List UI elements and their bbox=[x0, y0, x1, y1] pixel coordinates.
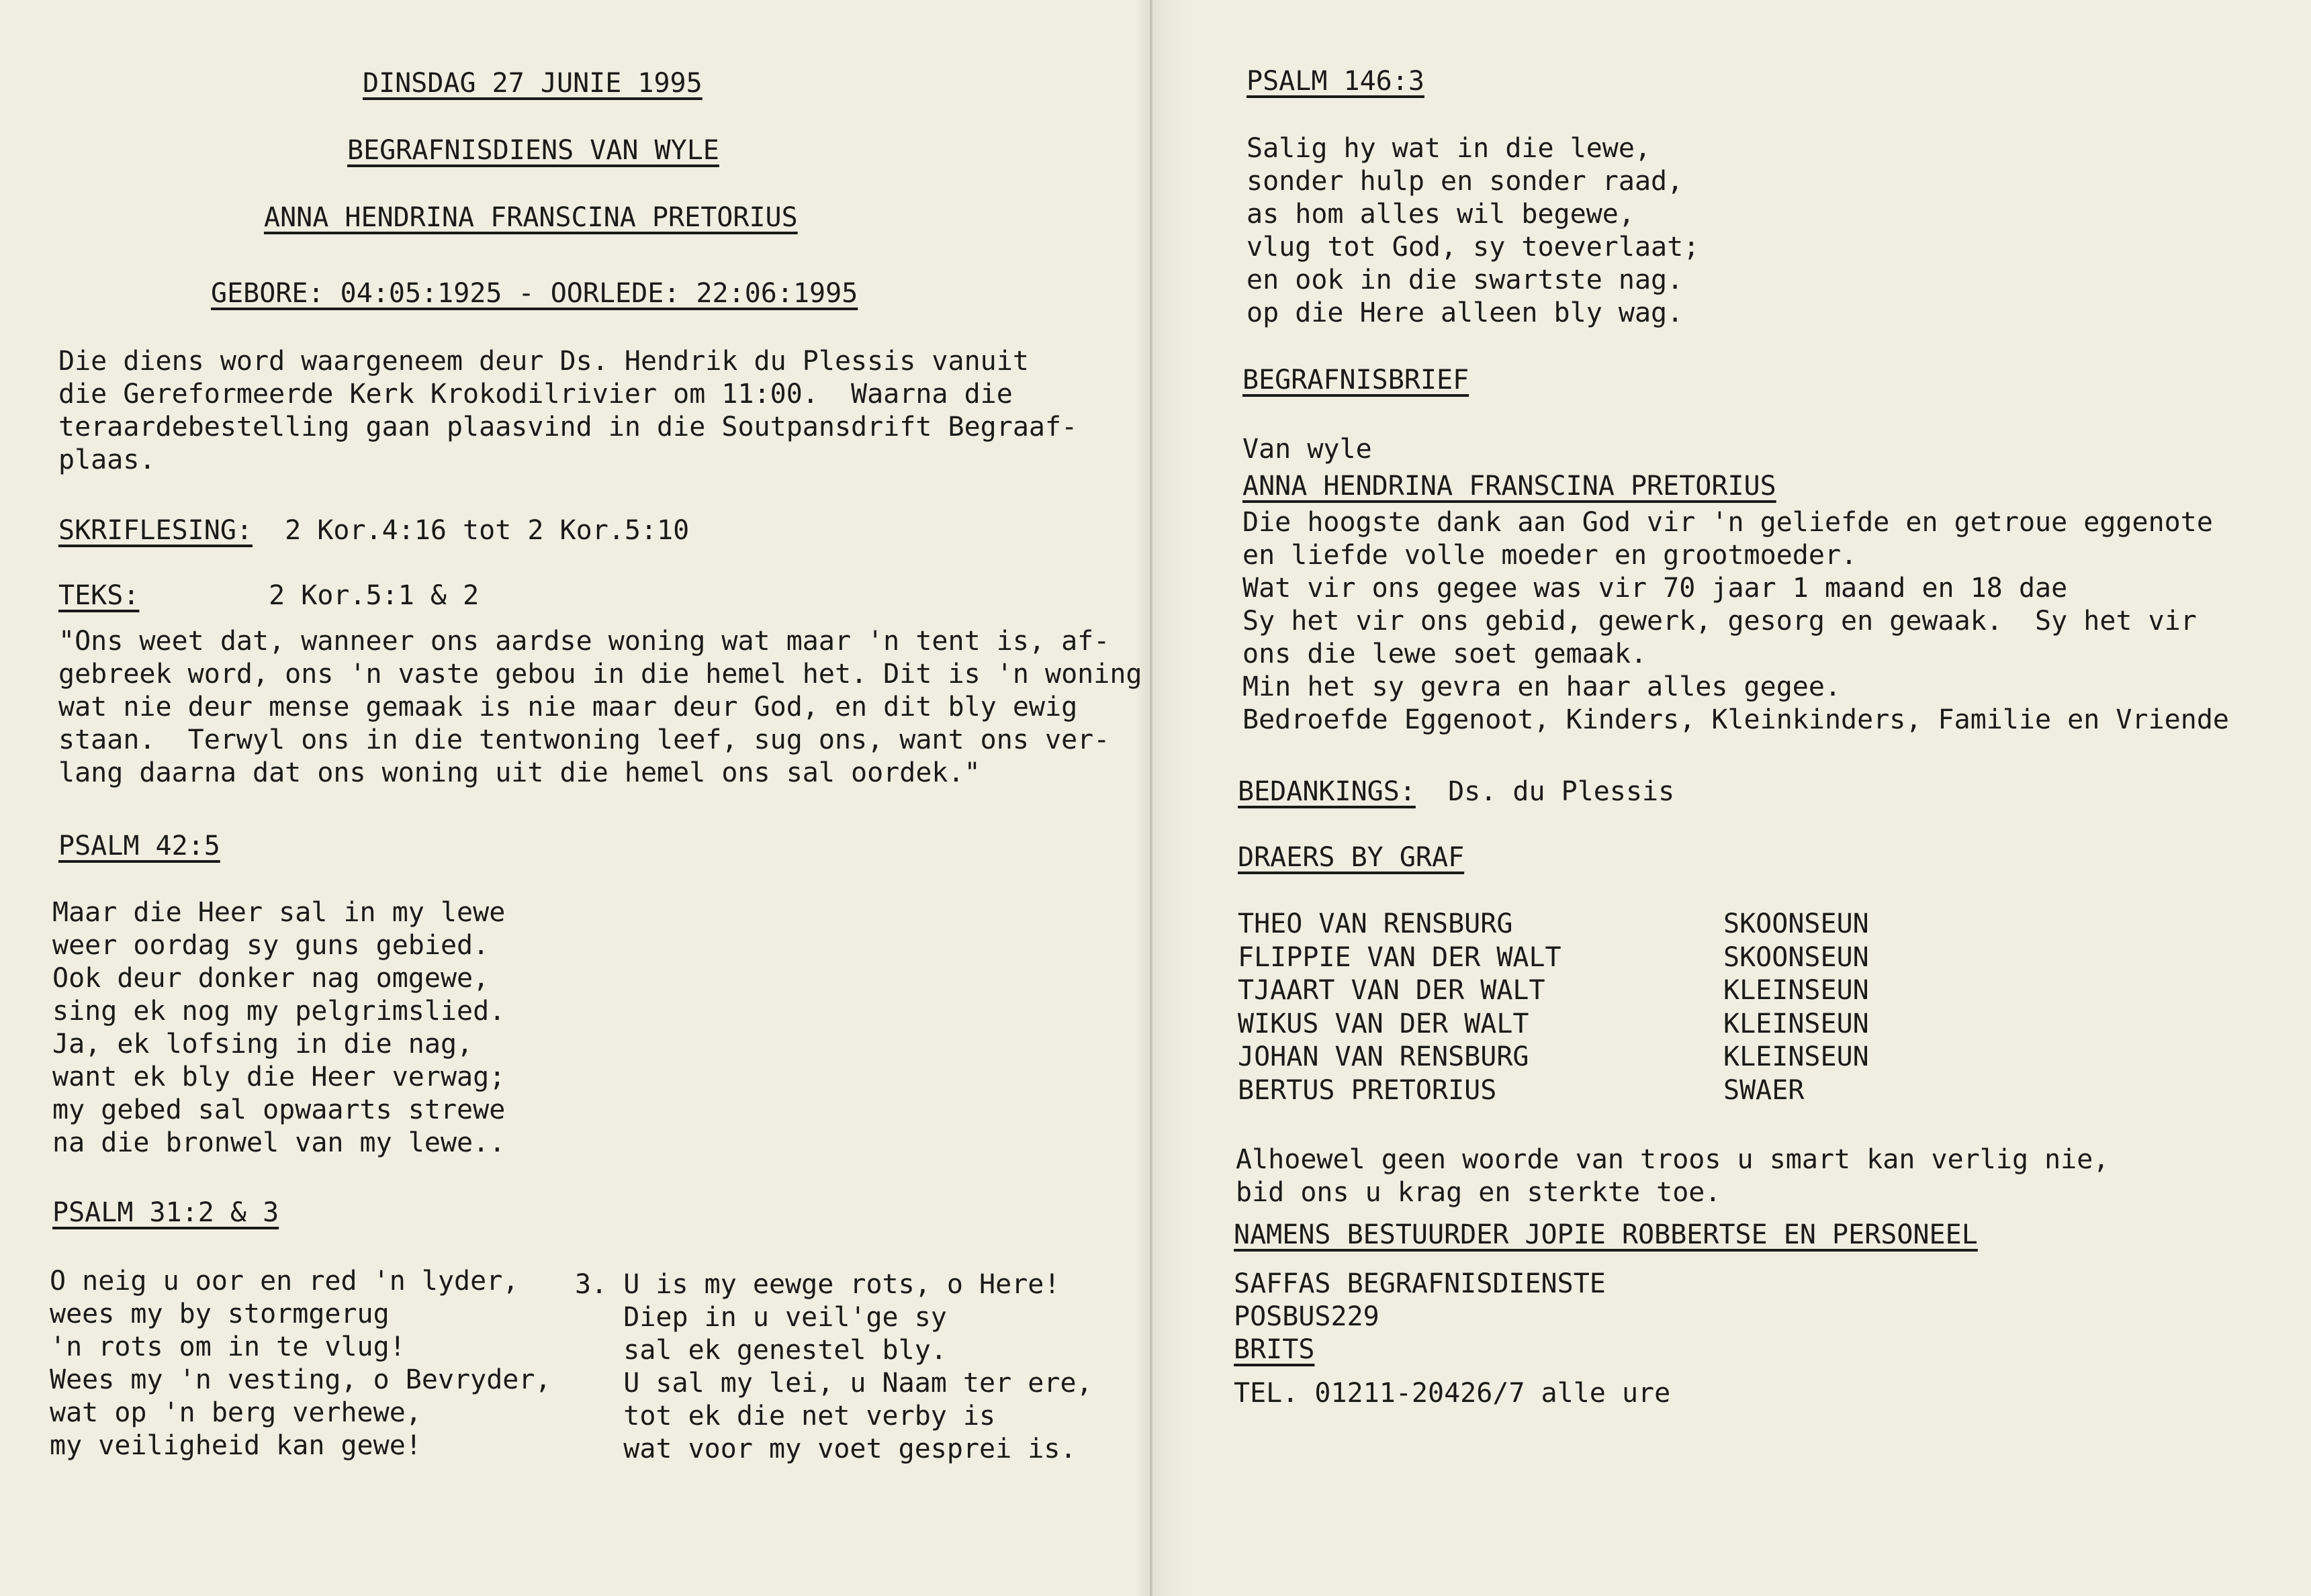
teks-value: 2 Kor.5:1 & 2 bbox=[139, 580, 480, 611]
skriflesing-line bbox=[58, 514, 689, 547]
psalm-42-verse: Maar die Heer sal in my lewe weer oordag sy guns gebied. Ook deur donker nag omgewe, sing ek nog my pelgrimslied. Ja, ek lofsing in die nag, want ek bly die Heer verwag; my gebed sal opwaarts strewe na die bronwel van my lewe.. bbox=[52, 897, 506, 1158]
scripture-quote: "Ons weet dat, wanneer ons aardse woning wat maar 'n tent is, af- gebreek word, ons 'n vaste gebou in die hemel het. Dit is 'n woning wat nie deur mense gemaak is nie maar deur God, en dit bly ewig staan. Terwyl ons in die tentwoning leef, sug ons, want ons ver- lang daarna dat ons woning uit die hemel ons sal oordek." bbox=[58, 626, 1142, 788]
thanks-line bbox=[1238, 776, 1674, 808]
bearer-name: WIKUS VAN DER WALT bbox=[1238, 1008, 1529, 1039]
undertaker-box: POSBUS229 bbox=[1234, 1301, 1379, 1332]
service-intro: Die diens word waargeneem deur Ds. Hendrik du Plessis vanuit die Gereformeerde Kerk Krokodilrivier om 11:00. Waarna die teraardebestelling gaan plaasvind in die Soutpansdrift Begraaf- plaas. bbox=[58, 346, 1078, 475]
letter-van-wyle: Van wyle bbox=[1242, 434, 1372, 465]
skriflesing-label: SKRIFLESING: bbox=[58, 515, 253, 546]
undertaker-name: SAFFAS BEGRAFNISDIENSTE bbox=[1234, 1268, 1606, 1299]
bearer-name: JOHAN VAN RENSBURG bbox=[1238, 1041, 1529, 1072]
service-title: BEGRAFNISDIENS VAN WYLE bbox=[347, 135, 719, 166]
psalm-146-title: PSALM 146:3 bbox=[1247, 66, 1424, 97]
deceased-name: ANNA HENDRINA FRANSCINA PRETORIUS bbox=[264, 202, 798, 233]
letter-title: BEGRAFNISBRIEF bbox=[1242, 365, 1469, 395]
bearer-row bbox=[1238, 974, 2178, 1008]
thanks-label: BEDANKINGS: bbox=[1238, 776, 1416, 807]
undertaker-tel: TEL. 01211-20426/7 alle ure bbox=[1234, 1378, 1671, 1409]
bearer-name: FLIPPIE VAN DER WALT bbox=[1238, 941, 1561, 973]
bearer-row bbox=[1238, 941, 2178, 975]
service-date: DINSDAG 27 JUNIE 1995 bbox=[363, 68, 703, 99]
psalm-31-title: PSALM 31:2 & 3 bbox=[52, 1197, 279, 1228]
psalm-42-title: PSALM 42:5 bbox=[58, 831, 220, 861]
page-fold bbox=[1150, 0, 1152, 1596]
bearers-title: DRAERS BY GRAF bbox=[1238, 842, 1465, 873]
bearer-name: THEO VAN RENSBURG bbox=[1238, 908, 1513, 939]
teks-label: TEKS: bbox=[58, 580, 140, 611]
bearer-role: SWAER bbox=[1723, 1074, 1805, 1106]
thanks-value: Ds. du Plessis bbox=[1415, 776, 1675, 807]
life-dates: GEBORE: 04:05:1925 - OORLEDE: 22:06:1995 bbox=[211, 278, 858, 309]
bearer-role: KLEINSEUN bbox=[1723, 1008, 1869, 1039]
bearer-role: SKOONSEUN bbox=[1723, 941, 1869, 973]
bearers-list bbox=[1238, 908, 2178, 1107]
bearer-name: BERTUS PRETORIUS bbox=[1238, 1074, 1497, 1106]
bearer-role: SKOONSEUN bbox=[1723, 908, 1869, 939]
bearer-role: KLEINSEUN bbox=[1723, 975, 1869, 1006]
bearer-row bbox=[1238, 1074, 2178, 1108]
letter-name: ANNA HENDRINA FRANSCINA PRETORIUS bbox=[1242, 471, 1776, 502]
letter-body: Die hoogste dank aan God vir 'n geliefde en getroue eggenote en liefde volle moeder en grootmoeder. Wat vir ons gegee was vir 70 jaar 1 maand en 18 dae Sy het vir ons gebid, gewerk, gesorg en gewaak. Sy het vir ons die lewe soet gemaak. Min het sy gevra en haar alles gegee. Bedroefde Eggenoot, Kinders, Kleinkinders, Familie en Vriende bbox=[1242, 507, 2230, 735]
psalm-146-verse: Salig hy wat in die lewe, sonder hulp en sonder raad, as hom alles wil begewe, vlug tot God, sy toeverlaat; en ook in die swartste nag. op die Here alleen bly wag. bbox=[1247, 133, 1700, 328]
bearer-row bbox=[1238, 1041, 2178, 1074]
undertaker-town: BRITS bbox=[1234, 1334, 1315, 1365]
teks-line bbox=[58, 579, 479, 612]
skriflesing-value: 2 Kor.4:16 tot 2 Kor.5:10 bbox=[252, 515, 690, 546]
psalm-31-verse-3: 3. U is my eewge rots, o Here! Diep in u veil'ge sy sal ek genestel bly. U sal my lei, u Naam ter ere, tot ek die net verby is wat voor my voet gesprei is. bbox=[575, 1269, 1093, 1464]
psalm-31-verse-2: O neig u oor en red 'n lyder, wees my by stormgerug 'n rots om in te vlug! Wees my 'n vesting, o Bevryder, wat op 'n berg verhewe, my veiligheid kan gewe! bbox=[50, 1266, 551, 1461]
bearer-role: KLEINSEUN bbox=[1723, 1041, 1869, 1072]
bearer-name: TJAART VAN DER WALT bbox=[1238, 975, 1545, 1006]
bearer-row bbox=[1238, 908, 2178, 941]
undertaker-header: NAMENS BESTUURDER JOPIE ROBBERTSE EN PERSONEEL bbox=[1234, 1219, 1978, 1250]
comfort-text: Alhoewel geen woorde van troos u smart kan verlig nie, bid ons u krag en sterkte toe. bbox=[1236, 1144, 2110, 1208]
bearer-row bbox=[1238, 1008, 2178, 1041]
